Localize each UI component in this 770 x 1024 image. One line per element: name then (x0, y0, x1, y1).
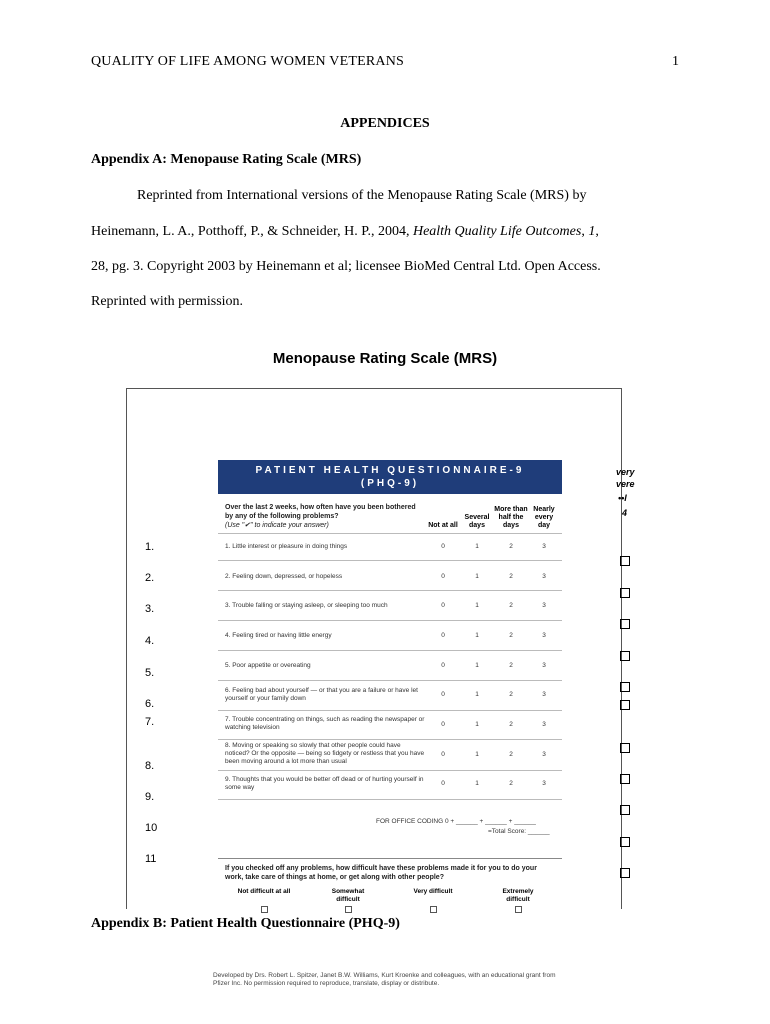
phq9-question: 3. Trouble falling or staying asleep, or sleeping too much (225, 602, 388, 609)
phq9-difficulty-checkbox (345, 906, 352, 913)
phq9-option: 1 (475, 721, 479, 728)
phq9-option: 3 (542, 751, 546, 758)
phq9-title: PATIENT HEALTH QUESTIONNAIRE-9 (255, 465, 525, 476)
phq9-subtitle: (PHQ-9) (360, 478, 420, 489)
citation-journal: Health Quality Life Outcomes (412, 224, 582, 239)
phq9-difficulty-option: Very difficult (413, 888, 453, 895)
phq9-option: 0 (441, 632, 445, 639)
mrs-item-number: 8. (145, 760, 155, 772)
mrs-header-3: ••I (618, 493, 627, 503)
phq9-office-coding: FOR OFFICE CODING 0 + ______ + ______ + ______ (376, 818, 536, 825)
phq9-rule (218, 650, 562, 651)
mrs-item-number: 6. (145, 698, 155, 710)
mrs-checkbox (620, 837, 630, 847)
mrs-checkbox (620, 774, 630, 784)
phq9-option: 0 (441, 721, 445, 728)
phq9-question: 1. Little interest or pleasure in doing things (225, 543, 348, 550)
phq9-banner (218, 460, 562, 494)
phq9-option: 0 (441, 662, 445, 669)
mrs-checkbox (620, 556, 630, 566)
phq9-difficulty-checkbox (515, 906, 522, 913)
citation-authors: Heinemann, L. A., Potthoff, P., & Schneider, H. P., 2004, (91, 224, 413, 239)
mrs-item-number: 1. (145, 541, 155, 553)
phq9-option: 3 (542, 691, 546, 698)
phq9-option: 2 (509, 780, 513, 787)
phq9-question: 4. Feeling tired or having little energy (225, 632, 332, 639)
phq9-option: 0 (441, 602, 445, 609)
phq9-footer-note: Developed by Drs. Robert L. Spitzer, Janet B.W. Williams, Kurt Kroenke and colleagues, with an educational grant from Pfizer Inc. No permission required to reproduce, translate, display or distribute. (213, 972, 556, 987)
mrs-checkbox (620, 868, 630, 878)
mrs-item-number: 11 (145, 853, 157, 865)
phq9-option: 2 (509, 691, 513, 698)
phq9-question: 8. Moving or speaking so slowly that other people could have noticed? Or the opposite — being so fidgety or restless that you have been moving around a lot more than usual (225, 742, 425, 765)
phq9-col-header: Nearly every day (533, 506, 555, 529)
figure-title: Menopause Rating Scale (MRS) (272, 350, 498, 367)
phq9-option: 2 (509, 543, 513, 550)
mrs-header-4: 4 (622, 508, 628, 518)
phq9-form (218, 460, 562, 918)
phq9-rule (218, 680, 562, 681)
phq9-question: 6. Feeling bad about yourself — or that you are a failure or have let yourself or your family down (225, 687, 418, 702)
mrs-checkbox (620, 588, 630, 598)
phq9-question: 5. Poor appetite or overeating (225, 662, 311, 669)
citation-sep: , (581, 224, 589, 239)
phq9-rule (218, 858, 562, 859)
phq9-difficulty-option: Extremely difficult (502, 888, 534, 903)
phq9-option: 1 (475, 602, 479, 609)
phq9-prompt-line: Over the last 2 weeks, how often have you been bothered (225, 504, 416, 511)
phq9-option: 2 (509, 662, 513, 669)
phq9-rule (218, 560, 562, 561)
appendices-heading: APPENDICES (340, 116, 430, 131)
mrs-checkbox (620, 805, 630, 815)
phq9-col-header: Not at all (428, 522, 458, 529)
mrs-checkbox (620, 700, 630, 710)
phq9-option: 0 (441, 780, 445, 787)
mrs-checkbox (620, 651, 630, 661)
phq9-rule (218, 739, 562, 740)
phq9-option: 1 (475, 573, 479, 580)
page-number: 1 (672, 54, 679, 69)
phq9-option: 3 (542, 543, 546, 550)
phq9-option: 3 (542, 573, 546, 580)
phq9-col-header: More than half the days (494, 506, 528, 529)
mrs-item-number: 3. (145, 603, 155, 615)
phq9-option: 0 (441, 543, 445, 550)
mrs-checkbox (620, 619, 630, 629)
phq9-option: 2 (509, 751, 513, 758)
phq9-rule (218, 533, 562, 534)
citation-line-2 (91, 224, 599, 240)
phq9-total-score: =Total Score: ______ (488, 828, 550, 835)
mrs-item-number: 2. (145, 572, 155, 584)
mrs-header-2: vere (616, 479, 635, 489)
phq9-option: 3 (542, 632, 546, 639)
phq9-prompt (225, 503, 416, 530)
phq9-option: 1 (475, 780, 479, 787)
phq9-option: 3 (542, 721, 546, 728)
phq9-prompt-line: by any of the following problems? (225, 513, 339, 520)
citation-line-1: Reprinted from International versions of the Menopause Rating Scale (MRS) by (137, 188, 587, 203)
citation-volume: 1 (588, 224, 596, 239)
phq9-question: 2. Feeling down, depressed, or hopeless (225, 573, 343, 580)
phq9-difficulty-question: If you checked off any problems, how difficult have these problems made it for you to do your work, take care of things at home, or get along with other people? (225, 865, 537, 881)
phq9-difficulty-option: Somewhat difficult (331, 888, 365, 903)
appendix-b-heading: Appendix B: Patient Health Questionnaire (PHQ-9) (91, 916, 400, 931)
phq9-rule (218, 710, 562, 711)
phq9-option: 1 (475, 662, 479, 669)
mrs-checkbox (620, 743, 630, 753)
mrs-item-number: 10 (145, 822, 158, 834)
phq9-option: 1 (475, 632, 479, 639)
phq9-option: 1 (475, 691, 479, 698)
mrs-item-number: 7. (145, 716, 155, 728)
appendix-a-heading: Appendix A: Menopause Rating Scale (MRS) (91, 152, 362, 167)
phq9-question: 9. Thoughts that you would be better off dead or of hurting yourself in some way (225, 776, 424, 791)
phq9-difficulty-option: Not difficult at all (237, 888, 291, 895)
phq9-option: 3 (542, 602, 546, 609)
mrs-item-number: 5. (145, 667, 155, 679)
mrs-checkbox (620, 682, 630, 692)
phq9-difficulty-checkbox (261, 906, 268, 913)
phq9-option: 0 (441, 691, 445, 698)
citation-line-3: 28, pg. 3. Copyright 2003 by Heinemann et al; licensee BioMed Central Ltd. Open Access. (91, 259, 601, 274)
mrs-header-1: very (616, 467, 635, 477)
phq9-option: 2 (509, 573, 513, 580)
phq9-prompt-hint: (Use "✔" to indicate your answer) (225, 522, 329, 529)
citation-comma: , (595, 224, 599, 239)
phq9-option: 2 (509, 721, 513, 728)
phq9-option: 1 (475, 751, 479, 758)
mrs-item-number: 4. (145, 635, 155, 647)
phq9-rule (218, 770, 562, 771)
phq9-option: 3 (542, 780, 546, 787)
phq9-option: 0 (441, 751, 445, 758)
phq9-difficulty-checkbox (430, 906, 437, 913)
phq9-option: 1 (475, 543, 479, 550)
phq9-option: 3 (542, 662, 546, 669)
running-head: QUALITY OF LIFE AMONG WOMEN VETERANS (91, 54, 404, 69)
phq9-question: 7. Trouble concentrating on things, such as reading the newspaper or watching television (225, 716, 425, 731)
citation-line-4: Reprinted with permission. (91, 294, 244, 309)
phq9-rule (218, 620, 562, 621)
phq9-rule (218, 799, 562, 800)
phq9-option: 2 (509, 602, 513, 609)
phq9-option: 0 (441, 573, 445, 580)
phq9-rule (218, 590, 562, 591)
phq9-option: 2 (509, 632, 513, 639)
mrs-item-number: 9. (145, 791, 155, 803)
phq9-col-header: Several days (464, 514, 490, 529)
